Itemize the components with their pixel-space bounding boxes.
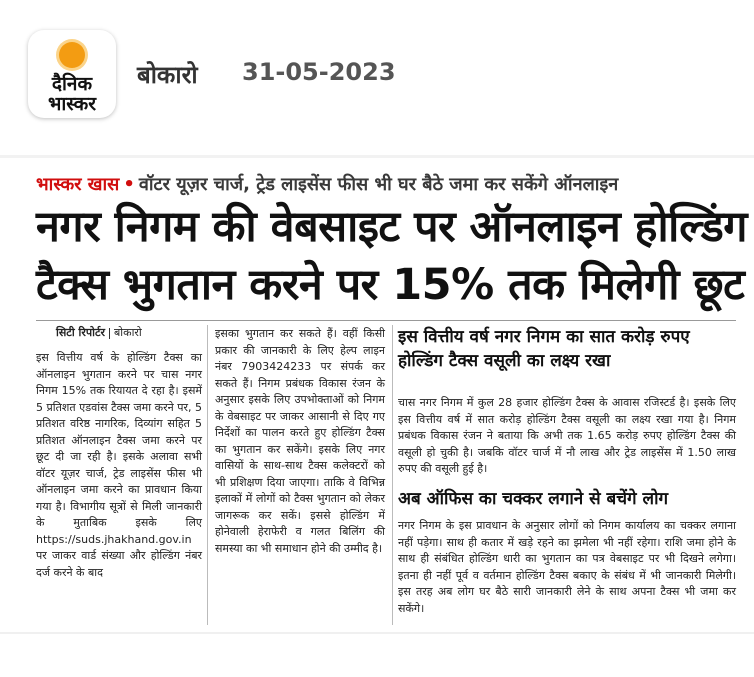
kicker-text: वॉटर यूज़र चार्ज, ट्रेड लाइसेंस फीस भी घर बैठे जमा कर सकेंगे ऑनलाइन — [138, 174, 619, 195]
headline-line2: टैक्स भुगतान करने पर 15% तक मिलेगी छूट — [36, 260, 745, 310]
subheading-office: अब ऑफिस का चक्कर लगाने से बचेंगे लोग — [398, 489, 669, 509]
byline-place: बोकारो — [114, 326, 142, 339]
headline — [36, 198, 747, 314]
byline-separator — [109, 328, 110, 339]
logo-text-line2: भास्कर — [47, 93, 97, 115]
clipping-edge-bottom — [0, 632, 754, 634]
kicker-brand: भास्कर खास — [36, 174, 120, 195]
headline-divider — [36, 320, 736, 321]
byline-reporter: सिटी रिपोर्टर — [56, 326, 105, 339]
edition-date: 31-05-2023 — [242, 58, 396, 86]
column-divider-1 — [207, 325, 208, 625]
article-column-2: इसका भुगतान कर सकते हैं। वहीं किसी प्रकार की जानकारी के लिए हेल्प लाइन नंबर 7903424233 पर संपर्क कर सकते हैं। निगम प्रबंधक विकास रंजन के अनुसार इसके लिए उपभोक्ताओं को निगम के वेबसाइट पर जाकर आसानी से दिए गए निर्देशों का पालन करते हुए होल्डिंग टैक्स का भुगतान कर सकेंगे। इसके लिए नगर वासियों के साथ-साथ टैक्स कलेक्टरों को भी प्रशिक्षण दिया जाएगा। ताकि वे विभिन्न इलाकों में लोगों को टैक्स भुगतान को लेकर जागरूक कर सकें। इससे होल्डिंग में होनेवाली हेराफेरी व गलत बिलिंग की समस्या का भी समाधान होने की उम्मीद है। — [215, 327, 385, 555]
paragraph-office: नगर निगम के इस प्रावधान के अनुसार लोगों को निगम कार्यालय का चक्कर लगाना नहीं पड़ेगा। साथ ही कतार में खड़े रहने का झमेला भी नहीं रहेगा। राशि जमा होने के साथ ही संबंधित होल्डिंग धारी का भुगतान का पत्र वेबसाइट पर भी दिखने लगेगा। इतना ही नहीं पूर्व व वर्तमान होल्डिंग टैक्स बकाए के संबंध में भी जानकारी मिलेगी। इस तरह अब लोग घर बैठे सारी जानकारी लेने के साथ अपना टैक्स भी जमा कर सकेंगे। — [398, 519, 736, 615]
edition-city: बोकारो — [137, 61, 198, 89]
masthead — [0, 0, 754, 140]
sun-icon — [59, 42, 85, 68]
dainik-bhaskar-logo — [28, 30, 116, 118]
kicker-bullet: • — [123, 174, 135, 195]
logo-text-line1: दैनिक — [51, 73, 93, 95]
byline — [56, 325, 142, 340]
column-divider-2 — [392, 325, 393, 625]
clipping-edge-top — [0, 155, 754, 158]
headline-line1: नगर निगम की वेबसाइट पर ऑनलाइन होल्डिंग — [36, 202, 747, 252]
paragraph-target: चास नगर निगम में कुल 28 हजार होल्डिंग टैक्स के आवास रजिस्टर्ड है। इसके लिए इस वित्तीय वर्ष में सात करोड़ होल्डिंग टैक्स वसूली का लक्ष्य रखा गया है। निगम प्रबंधक विकास रंजन ने बताया कि अभी तक 1.65 करोड़ रुपए होल्डिंग टैक्स की वसूली हो चुकी है। जबकि वॉटर चार्ज में नौ लाख और ट्रेड लाइसेंस में 1.50 लाख रुपए की वसूली हुई है। — [398, 396, 736, 475]
subheading-target: इस वित्तीय वर्ष नगर निगम का सात करोड़ रुपए होल्डिंग टैक्स वसूली का लक्ष्य रखा — [398, 327, 690, 371]
article-column-1: इस वित्तीय वर्ष के होल्डिंग टैक्स का ऑनलाइन भुगतान करने पर चास नगर निगम 15% तक रियायत दे रहा है। इसमें 5 प्रतिशत एडवांस टैक्स जमा करने पर, 5 प्रतिशत वरिष्ठ नागरिक, दिव्यांग सहित 5 प्रतिशत ऑनलाइन टैक्स जमा करने पर छूट दी जा रही है। इसके अलावा सभी वॉटर यूज़र चार्ज, ट्रेड लाइसेंस फीस भी ऑनलाइन जमा करने का प्रावधान किया गया है। विभागीय सूत्रों से मिली जानकारी के मुताबिक इसके लिए https://suds.jhakhand.gov.in पर जाकर वार्ड संख्या और होल्डिंग नंबर दर्ज करने के बाद — [36, 351, 202, 579]
kicker-line — [36, 172, 618, 196]
